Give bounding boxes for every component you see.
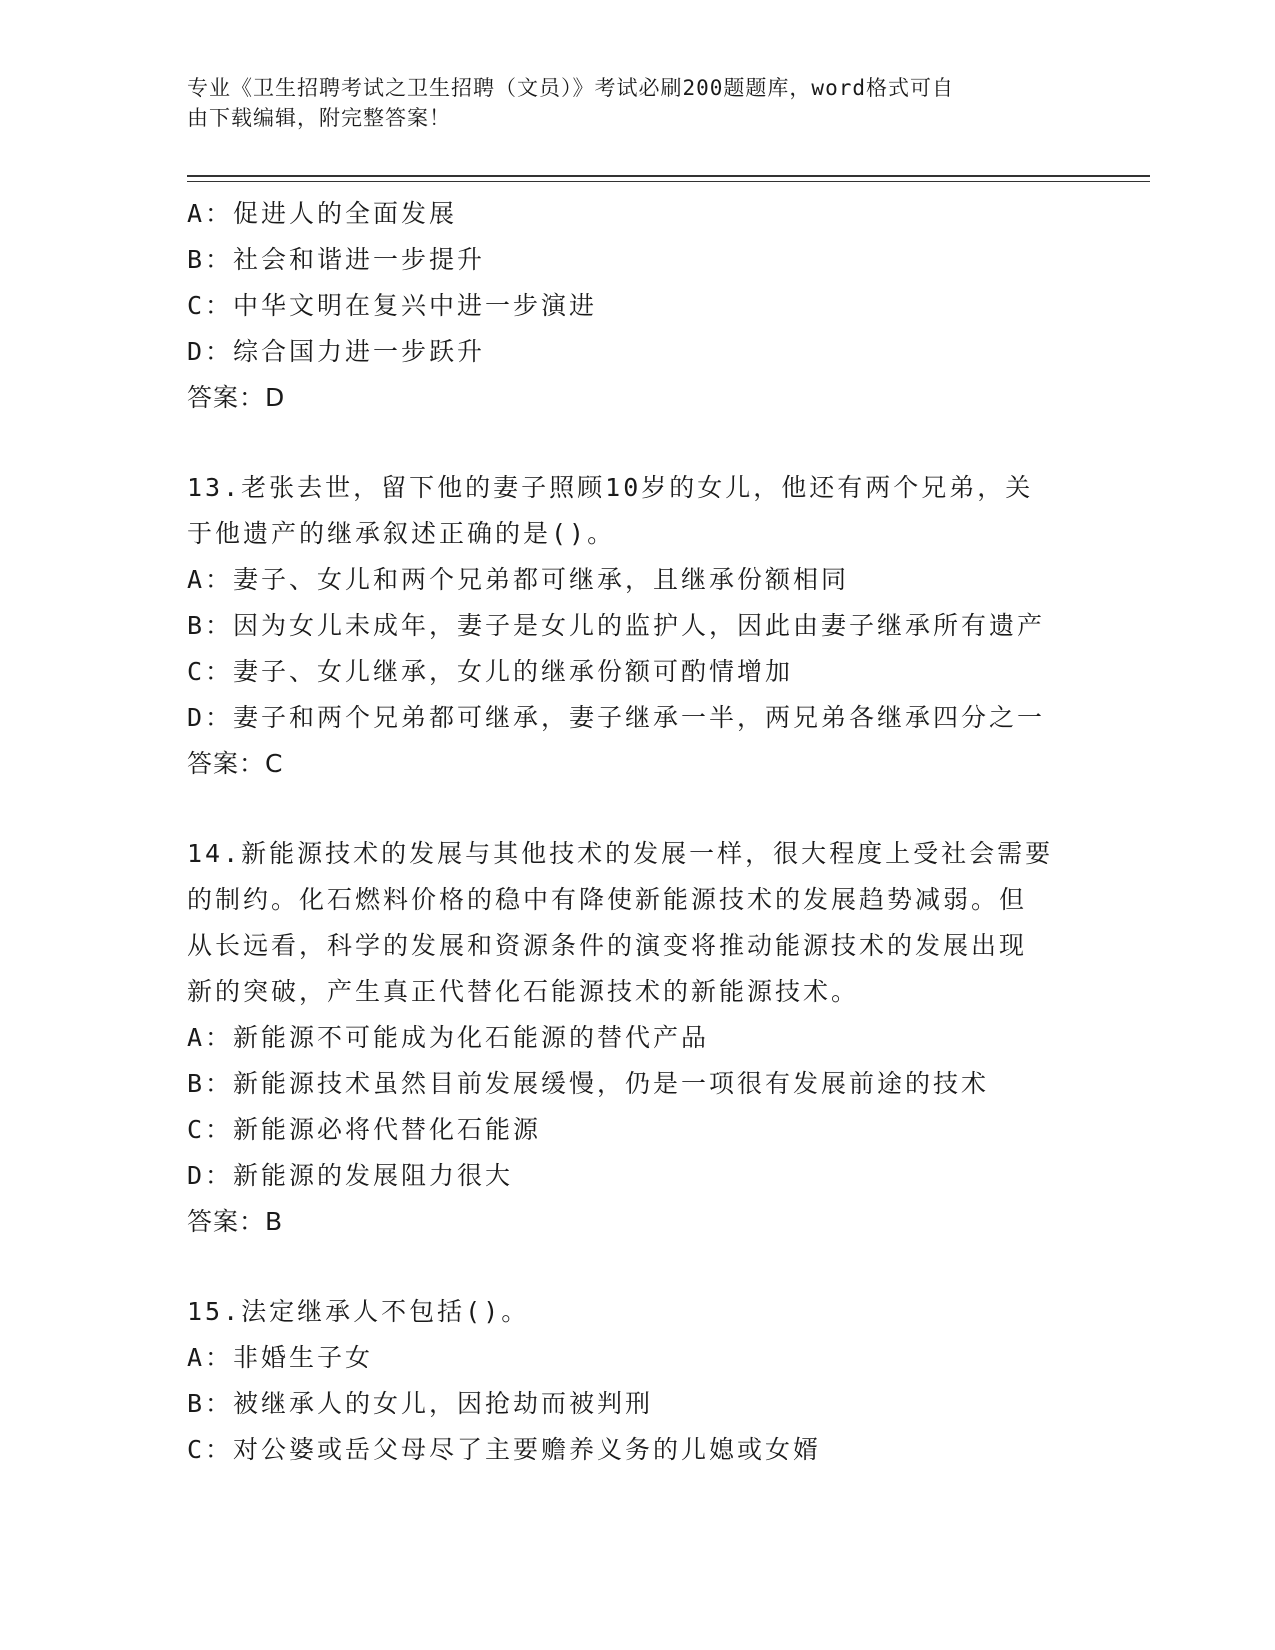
header-rule xyxy=(187,175,1150,177)
option-c: C：中华文明在复兴中进一步演进 xyxy=(187,291,598,320)
option-a: A：非婚生子女 xyxy=(187,1343,374,1372)
option-a: A：妻子、女儿和两个兄弟都可继承，且继承份额相同 xyxy=(187,565,850,594)
option-b: B：社会和谐进一步提升 xyxy=(187,245,486,274)
option-a: A：促进人的全面发展 xyxy=(187,199,458,228)
question-list xyxy=(187,191,1087,1473)
question-block-14 xyxy=(187,831,1087,1245)
question-text-line: 13.老张去世，留下他的妻子照顾10岁的女儿，他还有两个兄弟，关 xyxy=(187,473,1034,502)
answer: 答案：C xyxy=(187,749,284,778)
question-block-12 xyxy=(187,191,1087,421)
option-c: C：对公婆或岳父母尽了主要赡养义务的儿媳或女婿 xyxy=(187,1435,822,1464)
option-b: B：新能源技术虽然目前发展缓慢，仍是一项很有发展前途的技术 xyxy=(187,1069,990,1098)
question-text-line: 15.法定继承人不包括()。 xyxy=(187,1297,530,1326)
option-d: D：新能源的发展阻力很大 xyxy=(187,1161,514,1190)
question-block-15 xyxy=(187,1289,1087,1473)
question-text-line: 的制约。化石燃料价格的稳中有降使新能源技术的发展趋势减弱。但 xyxy=(187,885,1028,914)
answer: 答案：B xyxy=(187,1207,284,1236)
spacer xyxy=(187,421,1087,465)
option-a: A：新能源不可能成为化石能源的替代产品 xyxy=(187,1023,710,1052)
question-text-line: 14.新能源技术的发展与其他技术的发展一样，很大程度上受社会需要 xyxy=(187,839,1054,868)
header-line-1: 专业《卫生招聘考试之卫生招聘（文员）》考试必刷200题题库，word格式可自 xyxy=(187,76,954,100)
option-b: B：被继承人的女儿，因抢劫而被判刑 xyxy=(187,1389,654,1418)
question-text-line: 从长远看，科学的发展和资源条件的演变将推动能源技术的发展出现 xyxy=(187,931,1028,960)
option-d: D：妻子和两个兄弟都可继承，妻子继承一半，两兄弟各继承四分之一 xyxy=(187,703,1046,732)
header-line-2: 由下载编辑，附完整答案！ xyxy=(187,106,451,130)
option-b: B：因为女儿未成年，妻子是女儿的监护人，因此由妻子继承所有遗产 xyxy=(187,611,1046,640)
question-block-13 xyxy=(187,465,1087,787)
spacer xyxy=(187,787,1087,831)
option-d: D：综合国力进一步跃升 xyxy=(187,337,486,366)
header-rule-thin xyxy=(187,181,1150,182)
question-text-line: 新的突破，产生真正代替化石能源技术的新能源技术。 xyxy=(187,977,860,1006)
question-text-line: 于他遗产的继承叙述正确的是()。 xyxy=(187,519,616,548)
answer: 答案：D xyxy=(187,383,286,412)
option-c: C：新能源必将代替化石能源 xyxy=(187,1115,542,1144)
document-header xyxy=(187,73,1067,133)
option-c: C：妻子、女儿继承，女儿的继承份额可酌情增加 xyxy=(187,657,794,686)
spacer xyxy=(187,1245,1087,1289)
